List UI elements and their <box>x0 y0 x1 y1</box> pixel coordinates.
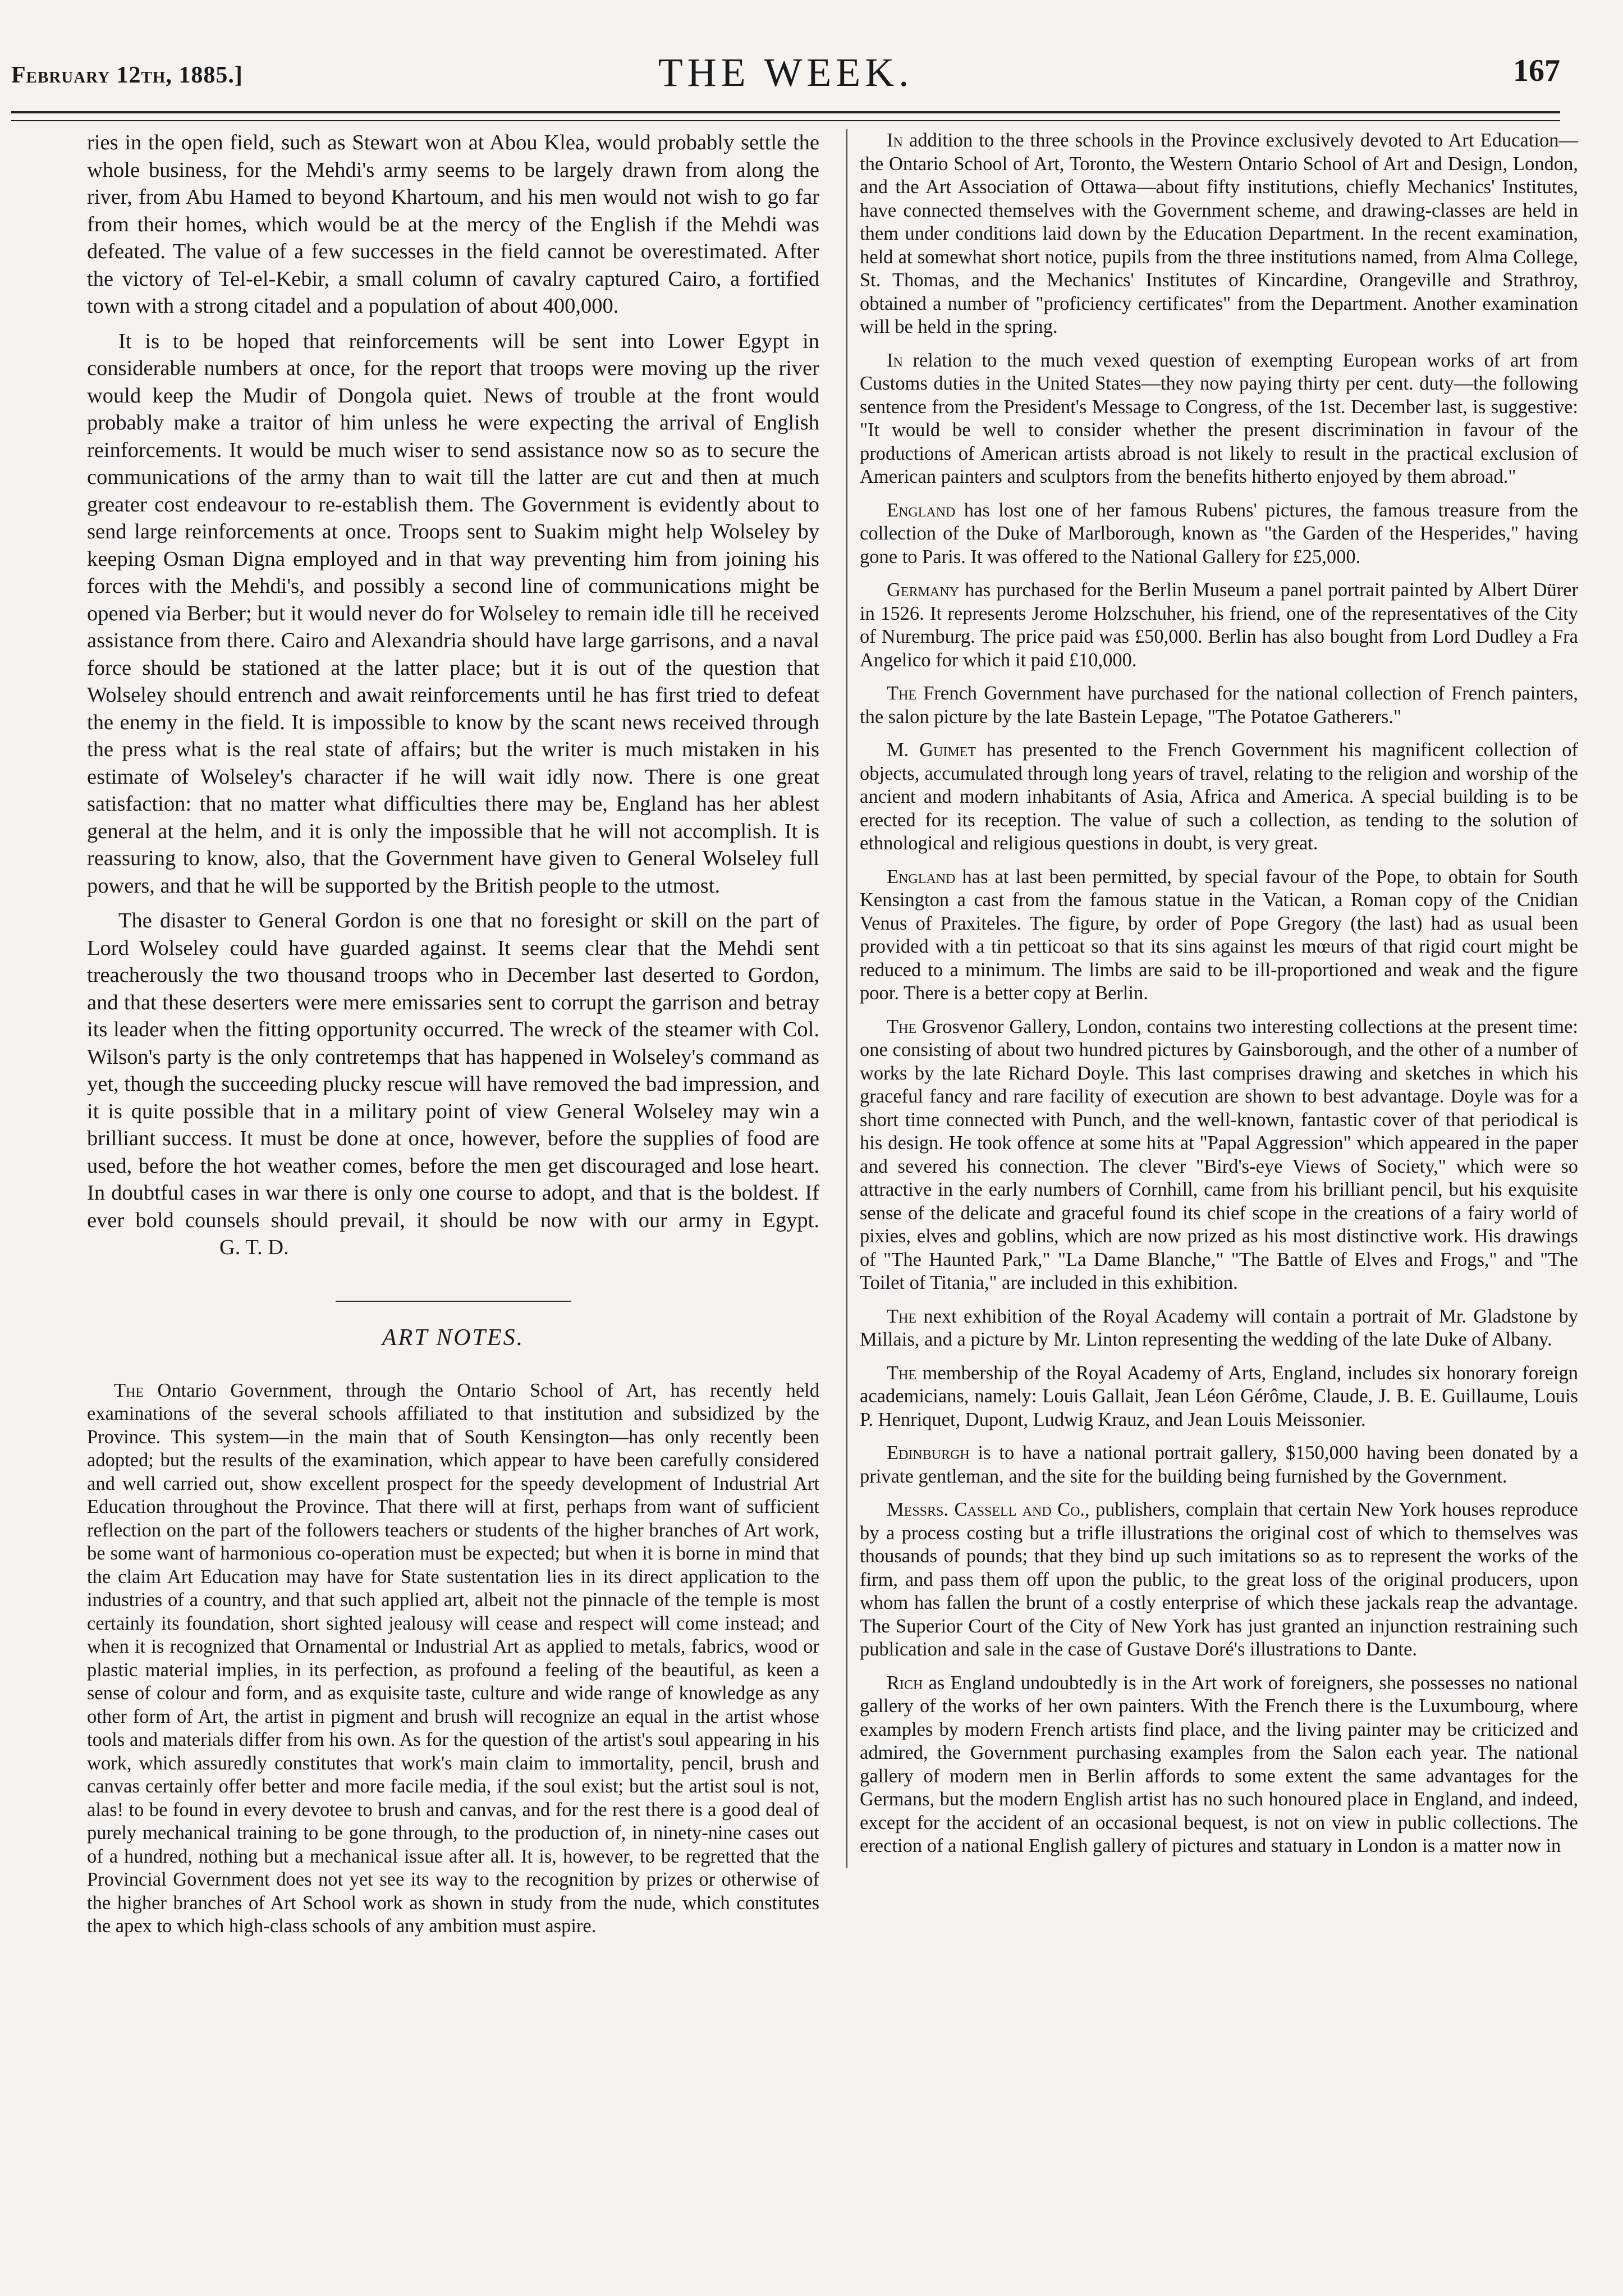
lead-word: In <box>887 130 903 151</box>
art-note-paragraph <box>860 1305 1578 1352</box>
art-note-paragraph <box>860 1498 1578 1662</box>
art-note-paragraph <box>860 1672 1578 1858</box>
lead-word: The <box>887 683 917 704</box>
art-note-paragraph <box>860 129 1578 339</box>
lead-word: Edinburgh <box>887 1442 970 1463</box>
art-note-paragraph <box>860 1442 1578 1488</box>
art-note-paragraph <box>860 866 1578 1005</box>
section-divider <box>336 1301 571 1302</box>
paragraph-text: Ontario Government, through the Ontario School of Art, has recently held examinations of the several schools affiliated to that institution and subsidized by the Province. This system—in the main that of South Kensington—has only recently been adopted; but the results of the examination, which appear to have been carefully considered and well carried out, show excellent prospect for the speedy development of Industrial Art Education throughout the Province. That there will at first, perhaps from want of sufficient reflection on the part of the followers teachers or students of the higher branches of Art work, be some want of harmonious co-operation must be expected; but when it is borne in mind that the claim Art Education may have for State sustentation lies in its direct application to the industries of a country, and that such applied art, albeit not the pinnacle of the temple is most certainly its foundation, short sighted jealousy will cease and respect will come instead; and when it is recognized that Ornamental or Industrial Art as applied to metals, fabrics, wood or plastic material implies, in its perfection, as profound a feeling of the beautiful, as keen a sense of colour and form, and as exquisite taste, culture and wide range of knowledge as any other form of Art, the artist in pigment and brush will recognize an equal in the artist whose tools and materials differ from his own. As for the question of the artist's soul appearing in his work, which assuredly constitutes that work's main claim to immortality, pencil, brush and canvas certainly offer better and more facile media, if the soul exist; but the artist soul is not, alas! to be found in every devotee to brush and canvas, and for the rest there is a good deal of purely mechanical training to be gone through, to the production of, in ninety-nine cases out of a hundred, nothing but a mechanical issue after all. It is, however, to be regretted that the Provincial Government does not yet see its way to the recognition by prizes or otherwise of the higher branches of Art School work as shown in study from the nude, which constitutes the apex to which high-class schools of any ambition must aspire. <box>87 1379 819 1937</box>
paragraph-text: has purchased for the Berlin Museum a panel portrait painted by Albert Dürer in 1526. It represents Jerome Holzschuher, his friend, one of the representatives of the City of Nuremburg. The price paid was £50,000. Berlin has also bought from Lord Dudley a Fra Angelico for which it paid £10,000. <box>860 579 1578 671</box>
lead-word: The <box>887 1016 917 1037</box>
paragraph-text: is to have a national portrait gallery, $150,000 having been donated by a private gentleman, and the site for the building being furnished by the Government. <box>860 1442 1578 1487</box>
paragraph-text: addition to the three schools in the Province exclusively devoted to Art Education—the Ontario School of Art, Toronto, the Western Ontario School of Art and Design, London, and the Art Association of Ottawa—about fifty institutions, chiefly Mechanics' Institutes, have connected themselves with the Government scheme, and drawing-classes are held in them under conditions laid down by the Education Department. In the recent examination, held at somewhat short notice, pupils from the three institutions named, from Alma College, St. Thomas, and the Mechanics' Institutes of Kincardine, Orangeville and Strathroy, obtained a number of "proficiency certificates" from the Department. Another examination will be held in the spring. <box>860 130 1578 337</box>
art-note-paragraph <box>860 682 1578 729</box>
article-paragraph: It is to be hoped that reinforcements will be sent into Lower Egypt in considerable numbers at once, for the report that troops were moving up the river would keep the Mudir of Dongola quiet. News of trouble at the front would probably make a traitor of him unless he were expecting the arrival of English reinforcements. It would be much wiser to send assistance now so as to secure the communications of the army than to wait till the latter are cut and then at much greater cost endeavour to re-establish them. The Government is evidently about to send large reinforcements at once. Troops sent to Suakim might help Wolseley by keeping Osman Digna employed and in that way preventing him from joining his forces with the Mehdi's, and possibly a second line of communications might be opened via Berber; but it would never do for Wolseley to remain idle till he received assistance from there. Cairo and Alexandria should have large garrisons, and a naval force should be stationed at the latter place; but it is out of the question that Wolseley should entrench and await reinforcements until he has first tried to defeat the enemy in the field. It is impossible to know by the scant news received through the press what is the real state of affairs; but the writer is much mistaken in his estimate of Wolseley's character if he will wait idly now. There is one great satisfaction: that no matter what difficulties there may be, England has her ablest general at the helm, and it is only the impossible that he will not accomplish. It is reassuring to know, also, that the Government have given to General Wolseley full powers, and that he will be supported by the British people to the utmost. <box>87 329 819 898</box>
lead-word: Rich <box>887 1672 923 1694</box>
issue-date: February 12th, 1885.] <box>11 62 243 88</box>
lead-word: In <box>887 349 903 371</box>
paragraph-text: next exhibition of the Royal Academy will contain a portrait of Mr. Gladstone by Millais, and a picture by Mr. Linton representing the wedding of the late Duke of Albany. <box>860 1305 1578 1350</box>
page-number: 167 <box>1513 53 1560 88</box>
paragraph-text: publishers, complain that certain New York houses reproduce by a process costing but a trifle illustrations the original cost of which to themselves was thousands of pounds; that they bind up such imitations so as to represent the works of the firm, and pass them off upon the public, to the great loss of the original producers, upon whom has fallen the brunt of a costly enterprise of which these jackals reap the advantage. The Superior Court of the City of New York has just granted an injunction restraining such publication and sale in the case of Gustave Doré's illustrations to Dante. <box>860 1499 1578 1660</box>
art-note-paragraph <box>860 499 1578 569</box>
paragraph-text: membership of the Royal Academy of Arts, England, includes six honorary foreign academicians, namely: Louis Gallait, Jean Léon Gérôme, Claude, J. B. E. Guillaume, Louis P. Henriquet, Dupont, Ludwig Krauz, and Jean Louis Meissonier. <box>860 1362 1578 1430</box>
paragraph-text: French Government have purchased for the national collection of French painters, the salon picture by the late Bastein Lepage, "The Potatoe Gatherers." <box>860 683 1578 728</box>
lead-word: M. Guimet <box>887 739 976 761</box>
header-rule <box>11 111 1560 121</box>
art-note-paragraph <box>860 579 1578 672</box>
right-column <box>846 129 1578 1868</box>
article-paragraph <box>87 907 819 1261</box>
lead-word: The <box>887 1305 917 1327</box>
author-signature: G. T. D. <box>219 1236 289 1259</box>
paragraph-text: has lost one of her famous Rubens' pictures, the famous treasure from the collection of the Duke of Marlborough, known as "the Garden of the Hesperides," having gone to Paris. It was offered to the National Gallery for £25,000. <box>860 499 1578 568</box>
page-header <box>11 45 1560 107</box>
section-title: ART NOTES. <box>382 1324 525 1351</box>
lead-word: Messrs. Cassell and Co., <box>887 1499 1090 1520</box>
article-paragraph-text: The disaster to General Gordon is one that no foresight or skill on the part of Lord Wolseley could have guarded against. It seems clear that the Mehdi sent treacherously the two thousand troops who in December last deserted to Gordon, and that these deserters were mere emissaries sent to corrupt the garrison and betray its leader when the fitting opportunity occurred. The wreck of the steamer with Col. Wilson's party is the only contretemps that has happened in Wolseley's command as yet, though the succeeding plucky rescue will have removed the bad impression, and it is quite possible that in a military point of view General Wolseley may win a brilliant success. It must be done at once, however, before the supplies of food are used, before the hot weather comes, before the men get discouraged and lose heart. In doubtful cases in war there is only one course to adopt, and that is the boldest. If ever bold counsels should prevail, it should be now with our army in Egypt. <box>87 909 819 1232</box>
lead-word: Germany <box>887 579 959 601</box>
publication-title: THE WEEK. <box>658 50 914 95</box>
left-column <box>87 129 819 1949</box>
art-note-paragraph <box>860 739 1578 856</box>
paragraph-text: Grosvenor Gallery, London, contains two interesting collections at the present time: one consisting of about two hundred pictures by Gainsborough, and the other of a number of works by the late Richard Doyle. This last comprises drawing and sketches in which his graceful fancy and rare facility of execution are shown to best advantage. Doyle was for a short time connected with Punch, and the well-known, fantastic cover of that periodical is his design. He took offence at some hits at "Papal Aggression" which appeared in the paper and severed his connection. The clever "Bird's-eye Views of Society," which were so attractive in the early numbers of Cornhill, came from his brilliant pencil, but his exquisite sense of the delicate and graceful found its chief scope in the creations of a fairy world of pixies, elves and goblins, which are now prized as his most distinctive work. His drawings of "The Haunted Park," "La Dame Blanche," "The Battle of Elves and Frogs," and "The Toilet of Titania," are included in this exhibition. <box>860 1016 1578 1293</box>
article-paragraph: ries in the open field, such as Stewart won at Abou Klea, would probably settle the whole business, for the Mehdi's army seems to be largely drawn from along the river, from Abu Hamed to beyond Khartoum, and his men would not wish to go far from their homes, which would be at the mercy of the English if the Mehdi was defeated. The value of a few successes in the field cannot be overestimated. After the victory of Tel-el-Kebir, a small column of cavalry captured Cairo, a fortified town with a strong citadel and a population of about 400,000. <box>87 131 819 318</box>
paragraph-text: as England undoubtedly is in the Art work of foreigners, she possesses no national gallery of the works of her own painters. With the French there is the Luxumbourg, where examples by modern French artists find place, and the living painter may be criticized and admired, the Government purchasing examples from the Salon each year. The national gallery of modern men in Berlin affords to some extent the same advantages for the Germans, but the modern English artist has no such honoured place in England, and indeed, except for the accident of an occasional bequest, is not on view in public collections. The erection of a national English gallery of pictures and statuary in London is a matter now in <box>860 1672 1578 1856</box>
lead-word: England <box>887 499 956 521</box>
lead-word: England <box>887 866 956 888</box>
art-note-paragraph <box>860 1016 1578 1295</box>
lead-word: The <box>887 1362 917 1384</box>
paragraph-text: relation to the much vexed question of exempting European works of art from Customs duties in the United States—they now paying thirty per cent. duty—the following sentence from the President's Message to Congress, of the 1st. December last, is suggestive: "It would be well to consider whether the present discrimination in favour of the productions of American artists abroad is not likely to result in the practical exclusion of American painters and sculptors from the benefits hitherto enjoyed by them abroad." <box>860 349 1578 487</box>
art-note-paragraph <box>87 1379 819 1938</box>
paragraph-text: has at last been permitted, by special favour of the Pope, to obtain for South Kensington a cast from the famous statue in the Vatican, a Roman copy of the Cnidian Venus of Praxiteles. The figure, by order of Pope Gregory (the last) had as usual been provided with a tin petticoat so that its sins against les mœurs of that rigid court might be reduced to a minimum. The limbs are said to be ill-proportioned and weak and the figure poor. There is a better copy at Berlin. <box>860 866 1578 1004</box>
lead-word: The <box>114 1379 144 1401</box>
art-note-paragraph <box>860 1362 1578 1432</box>
art-note-paragraph <box>860 349 1578 489</box>
paragraph-text: has presented to the French Government his magnificent collection of objects, accumulated through long years of travel, relating to the religion and worship of the ancient and modern inhabitants of Asia, Africa and America. A special building is to be erected for its reception. The value of such a collection, as tending to the solution of ethnological and religious questions in doubt, is very great. <box>860 739 1578 854</box>
